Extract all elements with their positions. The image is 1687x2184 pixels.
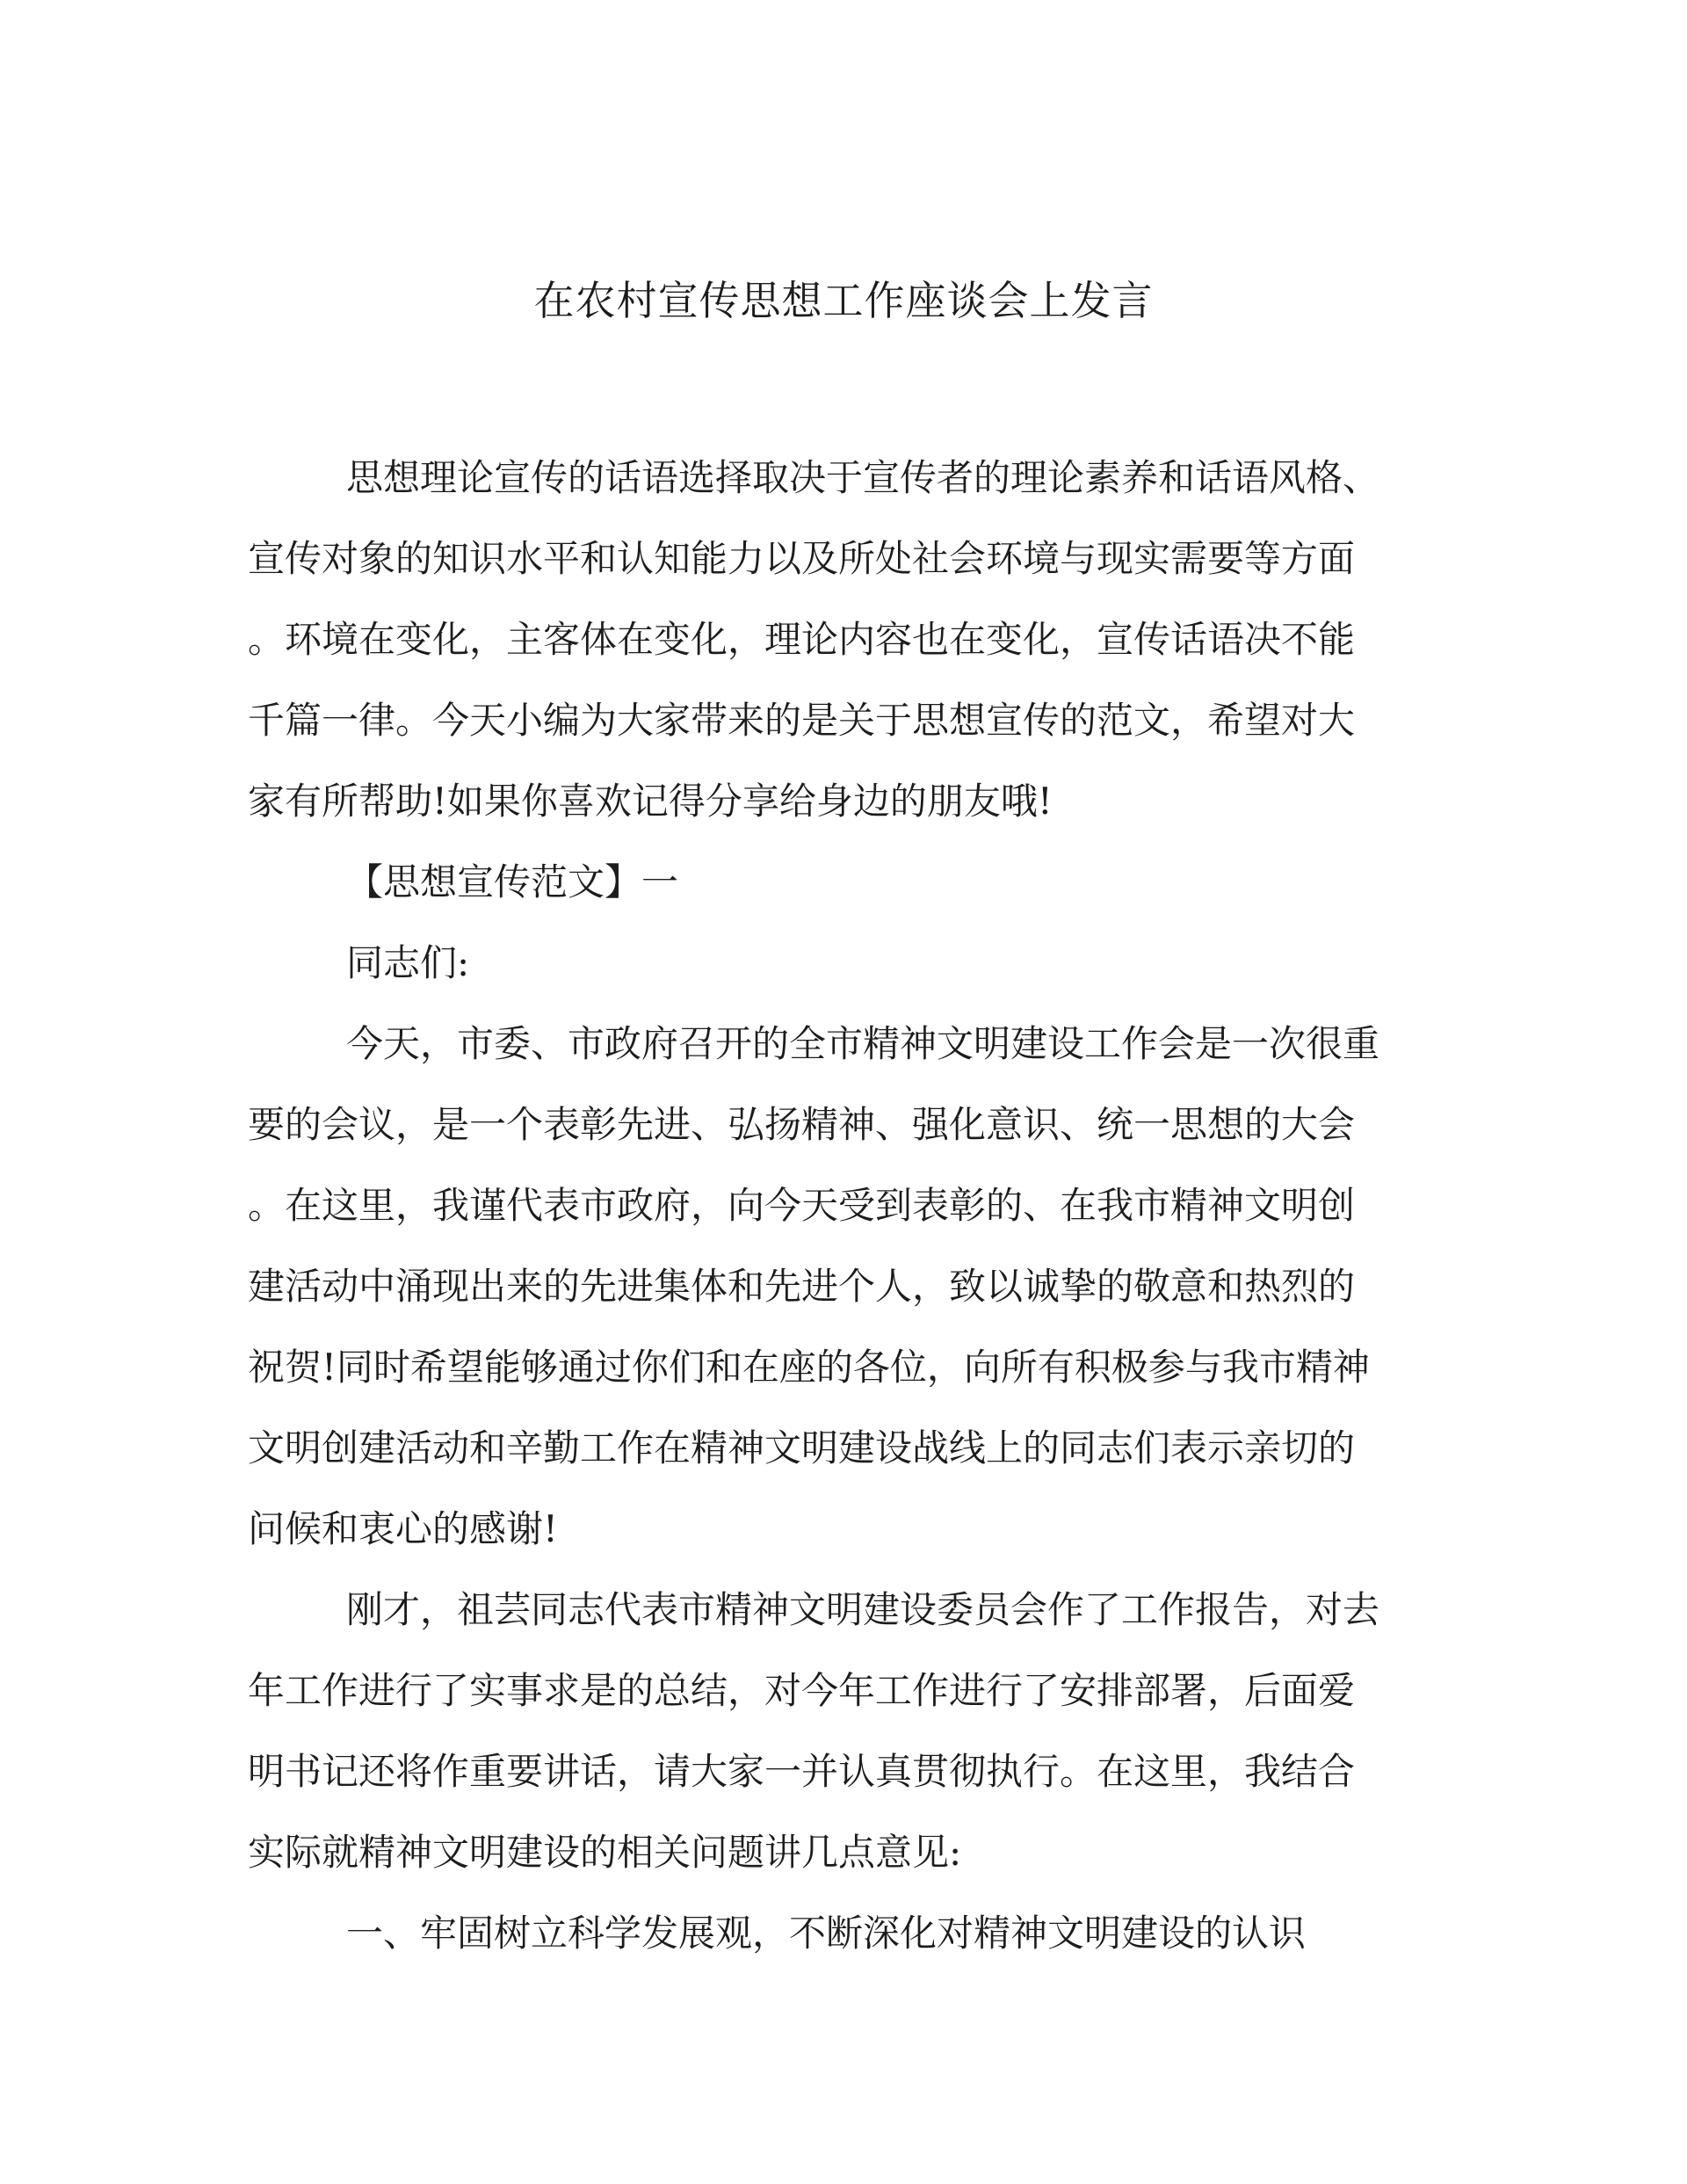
paragraph-line: 思想理论宣传的话语选择取决于宣传者的理论素养和话语风格、	[346, 456, 1380, 499]
page-title: 在农村宣传思想工作座谈会上发言	[533, 277, 1154, 324]
paragraph-line: 家有所帮助!如果你喜欢记得分享给身边的朋友哦!	[248, 780, 1053, 823]
paragraph-line: 千篇一律。今天小编为大家带来的是关于思想宣传的范文，希望对大	[248, 699, 1356, 742]
section-heading: 【思想宣传范文】一	[346, 860, 679, 903]
paragraph-line: 祝贺!同时希望能够通过你们和在座的各位，向所有积极参与我市精神	[248, 1346, 1370, 1389]
paragraph-line: 问候和衷心的感谢!	[248, 1507, 558, 1550]
section-heading: 一、牢固树立科学发展观，不断深化对精神文明建设的认识	[346, 1912, 1307, 1955]
paragraph-line: 明书记还将作重要讲话，请大家一并认真贯彻执行。在这里，我结合	[248, 1750, 1356, 1793]
document-body	[248, 438, 1425, 1974]
paragraph-line: 刚才，祖芸同志代表市精神文明建设委员会作了工作报告，对去	[346, 1588, 1380, 1631]
paragraph-line: 文明创建活动和辛勤工作在精神文明建设战线上的同志们表示亲切的	[248, 1426, 1356, 1469]
paragraph-line: 。环境在变化，主客体在变化，理论内容也在变化，宣传话语决不能	[248, 618, 1356, 661]
paragraph-line: 实际就精神文明建设的相关问题讲几点意见:	[248, 1831, 962, 1874]
salutation: 同志们:	[346, 941, 470, 984]
paragraph-line: 年工作进行了实事求是的总结，对今年工作进行了安排部署，后面爱	[248, 1669, 1356, 1712]
paragraph-line: 今天，市委、市政府召开的全市精神文明建设工作会是一次很重	[346, 1022, 1380, 1065]
paragraph-line: 宣传对象的知识水平和认知能力以及所处社会环境与现实需要等方面	[248, 537, 1356, 580]
paragraph-line: 要的会议，是一个表彰先进、弘扬精神、强化意识、统一思想的大会	[248, 1103, 1356, 1146]
paragraph-line: 建活动中涌现出来的先进集体和先进个人，致以诚挚的敬意和热烈的	[248, 1265, 1356, 1308]
paragraph-line: 。在这里，我谨代表市政府，向今天受到表彰的、在我市精神文明创	[248, 1184, 1356, 1227]
